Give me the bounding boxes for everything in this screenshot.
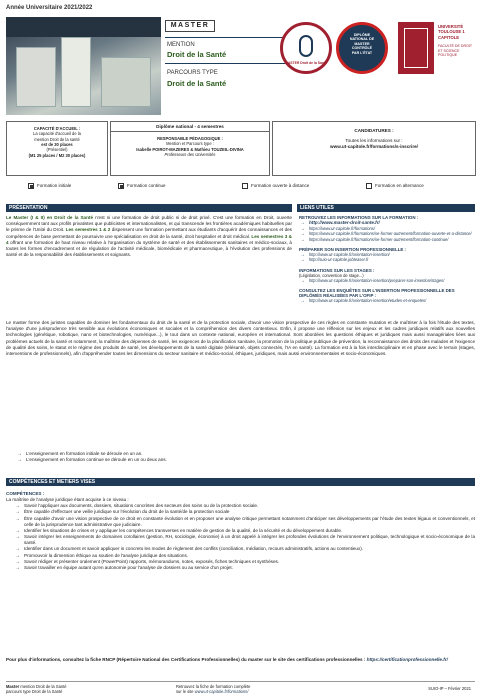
national-diploma-seal [336,22,388,74]
capacity-line: mention Droit de la santé [34,136,80,142]
footer-text: Master [6,684,20,689]
seal-line: MASTER [354,41,370,46]
links-subheading: (Législation, convention de stage...) [299,272,364,278]
text: dispensent une formation permettant aux étudiants d'acquérir des connaissances et des compétences de base permettant de poursuivre une spécialisation en droit de la santé, droit hospitalier et droit médical. [6,227,292,239]
bullet-item: → L'enseignement en formation initiale se déroule en un an. [16,451,416,457]
link-formations[interactable]: → https://www.ut-capitole.fr/formations/ [299,226,473,231]
capacity-line: (Présentiel) [46,147,68,153]
parcours-label: PARCOURS TYPE [167,70,218,76]
rncp-link[interactable]: https://certificationprofessionnelle.fr/ [366,657,448,662]
resp-line: Professeurs des Universités [164,151,216,157]
candidatures-box [272,121,476,176]
university-logo [398,22,476,77]
univ-faculty: FACULTÉ DE DROIT ET SCIENCE POLITIQUE [438,44,473,58]
skill-item: → Savoir travailler en équipe autant qu'en autonomie pour l'analyse de dossiers ou au service d'un projet. [14,565,475,571]
capacity-title: CAPACITÉ D'ACCUEIL : [33,126,81,131]
footer-date: SUIO-IP – Février 2021 [428,686,471,691]
bullet-item: → L'enseignement en formation continue se déroule en un ou deux ans. [16,457,416,463]
skill-item: → Être capable d'effectuer une veille juridique sur l'évolution du droit de la santé/de la protection sociale [14,509,475,515]
univ-line: CAPITOLE [438,34,460,40]
mention-value: Droit de la Santé [167,50,227,59]
skill-item: → Savoir intégrer les enseignements de domaines corollaires (gestion, RH, sociologie, économie) à un droit appelé à intégrer les profondes évolutions de l'environnement politique, technologique et socio-économique de la santé. [14,534,475,546]
footer-bar [6,681,475,697]
checkbox-formation-initiale[interactable] [28,183,34,189]
cand-title: CANDIDATURES : [354,128,394,133]
parcours-value: Droit de la Santé [167,79,227,88]
checkbox-label: Formation continue [127,183,166,188]
semesters-3-4: Les semestres 3 & 4 [6,233,292,245]
academic-year: Année Universitaire 2021/2022 [6,5,93,11]
links-heading: PRÉPARER SON INSERTION PROFESSIONNELLE : [299,246,407,252]
footer-text: parcours type Droit de la Santé [6,689,63,695]
skill-item: → Savoir rédiger et présenter oralement (PowerPoint) rapports, mémorandums, notes, exposés, fiches techniques et synthèses. [14,559,475,565]
section-title: LIENS UTILES [297,204,475,212]
seal-line: NATIONAL DE [349,37,375,42]
building-shape [16,47,56,107]
link-formation-continue[interactable]: → https://www.ut-capitole.fr/formations/se-former-autrement/formation-continue/ [299,237,473,242]
skill-item: → Identifier dans un document et savoir appliquer in concreto les modes de règlement des conflits (conciliation, médiation, recours administratifs, actions au contentieux). [14,546,475,552]
skill-item: → Promouvoir la dimension éthique au soutien de l'analyse juridique des situations. [14,553,475,559]
rncp-text: Pour plus d'informations, consultez la fiche RNCP (Répertoire National des Certifications Professionnelles) du master sur le site des certifications professionnelles : [6,657,366,662]
skills-section [6,478,475,571]
checkbox-label: Formation en alternance [375,183,424,188]
link-master-site[interactable]: → http://www.master-droit-sante.fr/ [299,220,473,226]
skill-item: → Identifier les situations de crises et y appliquer les compétences transverses en matière de gestion de la qualité, de la sécurité et du développement durable. [14,528,475,534]
presentation-section [6,204,292,258]
skills-intro: La maîtrise de l'analyse juridique étant acquise à ce niveau : [6,496,129,502]
text: n'est ni une formation de droit public ni de droit privé. C'est une formation en Droit, ouverte conséquemment tant aux profils privatistes que publicistes et internationalistes, et qui transcende les frontières académiques habituelles par le prisme de l'Unité du Droit. [6,215,292,233]
link-stages[interactable]: → http://www.ut-capitole.fr/orientation-insertion/preparer-son-insertion/stages/ [299,278,473,283]
divider [165,63,285,64]
links-heading: INFORMATIONS SUR LES STAGES : [299,267,375,273]
sky-band [6,17,161,37]
presentation-paragraph-1 [6,215,292,258]
diploma-box [110,121,270,176]
presentation-bullets [16,451,416,463]
footer-center [176,684,250,695]
building-shape [61,37,91,107]
link-jobteaser[interactable]: → http://suio-ut-capitole.jobteaser.fr [299,257,473,262]
capacity-line: (M1 25 places / M2 30 places) [28,152,86,158]
diploma-type: Diplôme national - 4 semestres [111,122,269,132]
skills-subtitle: COMPÉTENCES : [6,491,45,496]
seal-line: PAR L'ÉTAT [351,50,373,55]
capitol-icon [404,28,428,68]
capacity-box [6,121,108,176]
semesters-1-2: Les semestres 1 & 2 [65,227,111,233]
checkbox-formation-continue[interactable] [118,183,124,189]
link-foad[interactable]: → https://www.ut-capitole.fr/formations/se-former-autrement/formation-ouverte-et-a-distance/ [299,231,473,236]
degree-label: MASTER [165,20,215,32]
building-shape [101,57,151,107]
resp-names: Isabelle POIROT-MAZERES & Mathieu TOUZEIL-DIVINA [136,146,244,152]
footer-text: sur le site [176,689,195,695]
section-title: PRÉSENTATION [6,204,292,212]
seal-text: MASTER Droit de la Santé [285,61,328,65]
links-heading: CONSULTEZ LES ENQUÊTES SUR L'INSERTION PROFESSIONNELLE DES DIPLÔMÉS RÉALISÉES PAR L'OFIP : [299,288,455,299]
checkbox-label: Formation initiale [37,183,72,188]
seal-line: CONTRÔLÉ [351,46,373,51]
stethoscope-icon [299,35,313,57]
footer-left [6,684,67,695]
formation-checkboxes [6,181,476,192]
seal-line: DIPLÔME [353,33,371,37]
checkbox-formation-distance[interactable] [242,183,248,189]
cand-line: Toutes les informations sur : [345,137,403,143]
master-seal-logo [280,22,332,74]
banner-image [6,17,161,115]
presentation-paragraph-2: Le master forme des juristes capables de dominer les fondamentaux du droit de la santé et de la protection sociale, d'avoir une vision prospective de ces règles en constante mutation et de maîtriser à la fois l'étude des textes, l'analyse d'une jurisprudence très sensible aux évolutions économiques et sociales et la compréhension des divers contentieux. Enfin, il propose une réflexion sur les enjeux et les cadres juridiques relatifs aux nouvelles technologies (génétique, robotique, nano et biotechnologies, numérique...), le tout dans un contexte national, européen et international. Sont abordées les questions éthiques et juridiques mais aussi managériales liées aux problèmes actuels de la santé et notamment, la maîtrise des dépenses de santé, les exigences de la planification sanitaire, la promotion de la politique publique de prévention, la reconnaissance des droits des malades et l'exigence de qualité des soins, le statut et le régime des produits de santé, les développements de la santé digitale (télésanté, objets connectés, l'IA en santé). La formation est à la fois interdisciplinaire et en phase avec le terrain (stages, interventions de professionnels), afin d'appréhender toutes les dimensions du secteur sanitaire et médico-social, éthiques, juridiques, mais aussi environnementales et socio-économiques. [6,320,475,356]
checkbox-label: Formation ouverte à distance [251,183,310,188]
section-title: COMPÉTENCES ET METIERS VISES [6,478,475,486]
rncp-note [6,657,475,662]
capacity-line: La capacité d'accueil de la [33,131,81,137]
link-insertion[interactable]: → http://www.ut-capitole.fr/orientation-insertion/ [299,252,473,257]
univ-line: UNIVERSITÉ [438,24,464,29]
capacity-line: est de 30 places [41,141,73,147]
resp-title: RESPONSABLE PÉDAGOGIQUE : [157,136,223,141]
footer-link[interactable]: www.ut-capitole.fr/formations/ [194,689,249,695]
master-name: Le Master (I & II) en Droit de la Santé [6,215,93,220]
footer-text: Retrouvez la fiche de formation complète [176,684,251,689]
checkbox-formation-alternance[interactable] [366,183,372,189]
skill-item: → Être capable d'avoir une vision prospective de ce droit en constante évolution et en proposer une analyse critique permettant notamment d'anticiper ses développements par l'étude des textes légaux et conventionnels, et celle de la jurisprudence tant administrative que judiciaire. [14,516,475,528]
divider [165,37,285,38]
univ-line: TOULOUSE 1 [438,29,465,35]
resp-line: Mention et Parcours type : [166,141,214,147]
text: offrant une formation de haut niveau relative à l'organisation du système de santé et des établissements sanitaires et médico-sociaux, à toutes les formes d'encadrement et de régulation de l'activité médicale, biomédicale et pharmaceutique, à l'évolution des professions de santé et de la responsabilité des établissements et soignants. [6,239,292,258]
cand-link[interactable]: www.ut-capitole.fr/formations/s-inscrire/ [330,143,418,149]
link-ofip[interactable]: → http://www.ut-capitole.fr/orientation-insertion/etudes-et-enquetes/ [299,298,473,303]
useful-links-section [297,204,475,306]
links-heading: RETROUVEZ LES INFORMATIONS SUR LA FORMATION : [299,215,419,220]
mention-label: MENTION [167,42,195,48]
skill-item: → Savoir l'appliquer aux documents, dossiers, situations concrètes des secteurs des soins ou de la protection sociale. [14,503,475,509]
footer-text: mention Droit de la Santé [19,684,67,689]
